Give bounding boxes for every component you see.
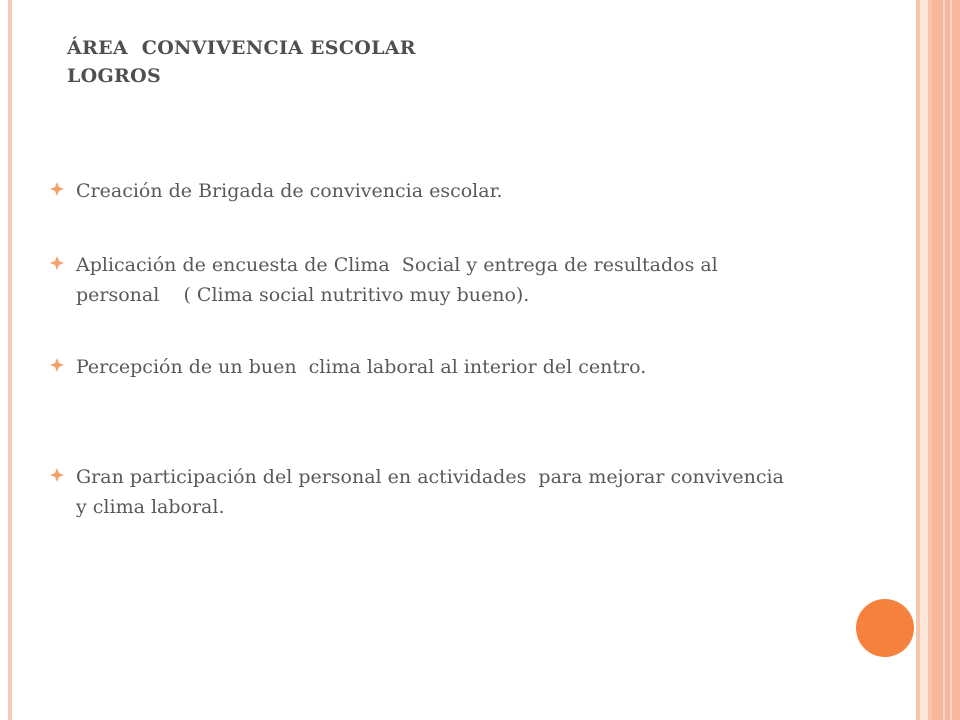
right-stripe [943, 0, 945, 720]
title-line-2: LOGROS [67, 65, 161, 87]
title-line-1: ÁREA CONVIVENCIA ESCOLAR [67, 37, 416, 59]
bullet-text: Aplicación de encuesta de Clima Social y entrega de resultados al personal ( Clima social nutritivo muy bueno). [76, 254, 718, 306]
bullet-text: Percepción de un buen clima laboral al interior del centro. [76, 356, 647, 378]
slide-title [67, 34, 587, 90]
bullet-text: Creación de Brigada de convivencia escolar. [76, 180, 503, 202]
diamond-bullet-icon [50, 468, 64, 482]
left-border-line [8, 0, 12, 720]
right-stripe [932, 0, 960, 720]
diamond-bullet-icon [50, 358, 64, 372]
right-stripe [950, 0, 952, 720]
bullet-text: Gran participación del personal en actividades para mejorar convivencia y clima laboral. [76, 466, 784, 518]
diamond-bullet-icon [50, 182, 64, 196]
diamond-bullet-icon [50, 256, 64, 270]
accent-circle [856, 599, 914, 657]
right-stripe [920, 0, 928, 720]
